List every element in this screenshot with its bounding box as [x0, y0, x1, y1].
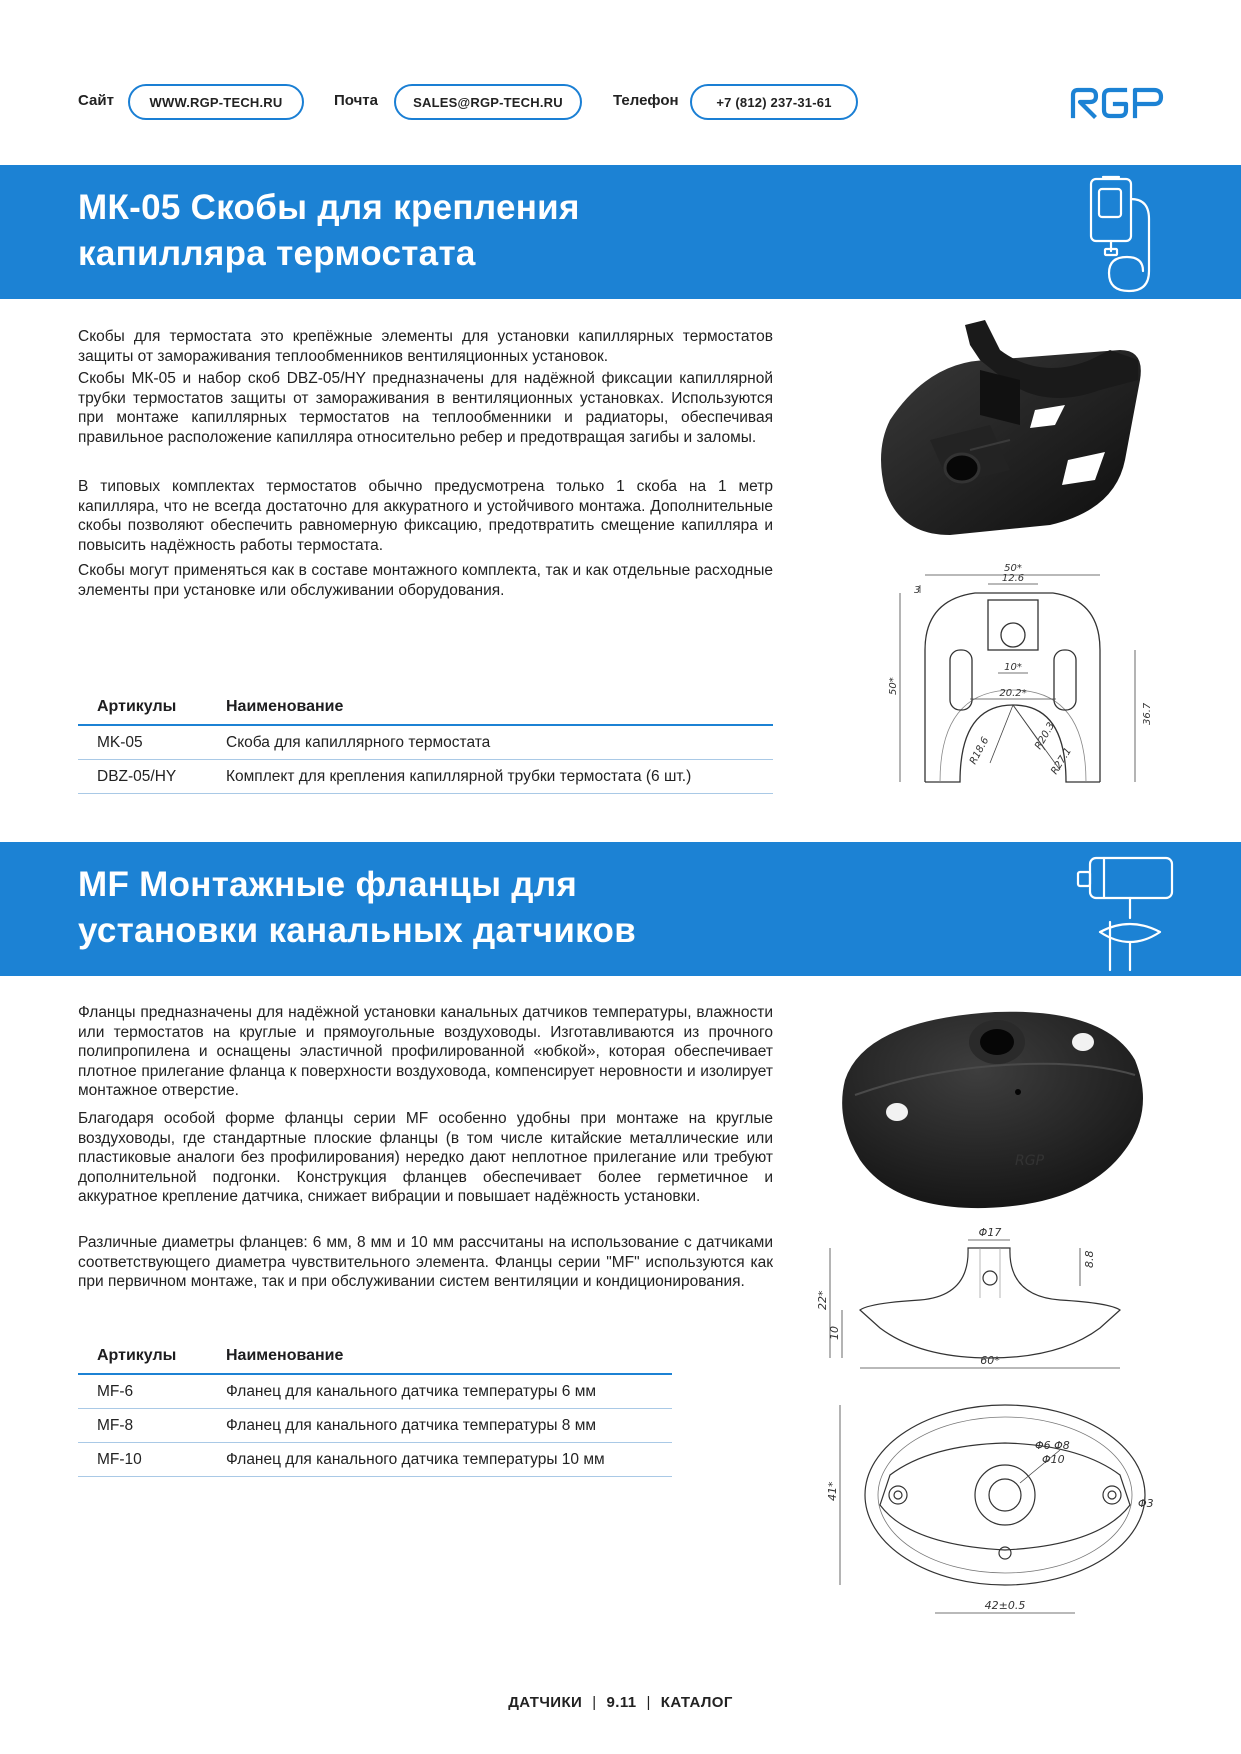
site-label: Сайт [78, 92, 114, 109]
dim-label: R27.1 [1049, 745, 1075, 777]
dim-label: Φ6 Φ8 [1035, 1439, 1070, 1452]
dim-label: 10* [1004, 662, 1022, 673]
mf-top-drawing [810, 1395, 1170, 1625]
table-row: MK-05 Скоба для капиллярного термостата [78, 726, 773, 760]
mf-flange-photo [835, 1000, 1155, 1215]
mail-link[interactable]: SALES@RGP-TECH.RU [394, 84, 582, 120]
dim-label: R20.3 [1033, 720, 1058, 752]
section1-banner [0, 165, 1241, 299]
dim-label: Φ10 [1042, 1453, 1065, 1466]
dim-label: 22* [816, 1290, 829, 1310]
table-row: MF-8 Фланец для канального датчика температуры 8 мм [78, 1409, 672, 1443]
dim-label: 12.6 [1001, 573, 1025, 584]
footer-catalog: КАТАЛОГ [660, 1694, 733, 1711]
section1-paragraph-3: В типовых комплектах термостатов обычно предусмотрена только 1 скоба на 1 метр капилляра, что не всегда достаточно для аккуратного и устойчивого монтажа. Дополнительные скобы позволяют обеспечить равномерную фиксацию, предотвратить смещение капилляра и повысить надёжность работы термостата. [78, 478, 773, 554]
dim-label: Φ3 [1138, 1497, 1154, 1510]
dim-label: 36.7 [1142, 702, 1153, 725]
dim-label: R18.6 [967, 735, 992, 767]
dim-label: 10 [828, 1326, 841, 1340]
phone-link[interactable]: +7 (812) 237-31-61 [690, 84, 858, 120]
footer-page-number: 9.11 [606, 1694, 637, 1711]
phone-label: Телефон [613, 92, 679, 109]
section1-table [78, 690, 773, 794]
dim-label: 41* [826, 1481, 839, 1501]
mail-label: Почта [334, 92, 378, 109]
dim-label: Φ17 [978, 1226, 1002, 1239]
mk05-bracket-photo [870, 320, 1170, 550]
dim-label: 42±0.5 [984, 1599, 1026, 1612]
rgp-logo [1070, 85, 1166, 119]
duct-sensor-icon [1070, 852, 1180, 972]
thermostat-icon [1085, 173, 1175, 297]
dim-label: 8.8 [1083, 1250, 1096, 1268]
section1-paragraph-2: Скобы МК-05 и набор скоб DBZ-05/HY предназначены для надёжной фиксации капиллярной трубки термостатов защиты от замораживания в вентиляционных установках. Используются при монтаже капиллярных термостатов на теплообменники и радиаторы, обеспечивая правильное расположение капилляра относительно ребер и предотвращая загибы и заломы. [78, 370, 773, 446]
section2-title: MF Монтажные фланцы для установки канальных датчиков [78, 865, 637, 950]
section2-table [78, 1339, 672, 1477]
dim-label: 60* [980, 1354, 1000, 1367]
page-footer: ДАТЧИКИ | 9.11 | КАТАЛОГ [508, 1694, 733, 1711]
table-row: MF-10 Фланец для канального датчика температуры 10 мм [78, 1443, 672, 1477]
flange-mark: RGP [1015, 1153, 1045, 1169]
table-header: Артикулы Наименование [78, 1339, 672, 1375]
section1-title: МК-05 Скобы для крепления капилляра термостата [78, 188, 580, 273]
table-header: Артикулы Наименование [78, 690, 773, 726]
site-link[interactable]: WWW.RGP-TECH.RU [128, 84, 304, 120]
dim-label: 20.2* [999, 688, 1027, 699]
mf-side-drawing [810, 1218, 1170, 1378]
table-row: DBZ-05/HY Комплект для крепления капиллярной трубки термостата (6 шт.) [78, 760, 773, 794]
dim-label: 50* [888, 677, 899, 695]
section2-paragraph-2: Благодаря особой форме фланцы серии MF особенно удобны при монтаже на круглые воздуховоды, где стандартные плоские фланцы (в том числе китайские металлические или пластиковые аналоги без профилирования) нередко дают неплотное прилегание или требуют дополнительной подгонки. Конструкция фланцев обеспечивает более герметичное и аккуратное крепление датчика, снижает вибрации и повышает надёжность установки. [78, 1110, 773, 1205]
section1-paragraph-4: Скобы могут применяться как в составе монтажного комплекта, так и как отдельные расходные элементы при установке или обслуживании оборудования. [78, 562, 773, 599]
section2-paragraph-1: Фланцы предназначены для надёжной установки канальных датчиков температуры, влажности или термостатов на круглые и прямоугольные воздуховоды. Изготавливаются из прочного полипропилена и оснащены эластичной профилированной «юбкой», которая обеспечивает плотное прилегание фланца к поверхности воздуховода, компенсирует неровности и изолирует монтажное отверстие. [78, 1004, 773, 1099]
table-row: MF-6 Фланец для канального датчика температуры 6 мм [78, 1375, 672, 1409]
dim-label: 50* [1004, 563, 1022, 574]
section1-paragraph-1: Скобы для термостата это крепёжные элементы для установки капиллярных термостатов защиты от замораживания теплообменников вентиляционных установок. [78, 328, 773, 365]
section2-paragraph-3: Различные диаметры фланцев: 6 мм, 8 мм и 10 мм рассчитаны на использование с датчиками соответствующего диаметра чувствительного элемента. Фланцы серии "MF" используются как при первичном монтаже, так и при обслуживании систем вентиляции и кондиционирования. [78, 1234, 773, 1290]
section2-banner [0, 842, 1241, 976]
footer-section: ДАТЧИКИ [508, 1694, 583, 1711]
dim-label: 3 [914, 585, 921, 596]
mk05-technical-drawing [870, 555, 1170, 800]
